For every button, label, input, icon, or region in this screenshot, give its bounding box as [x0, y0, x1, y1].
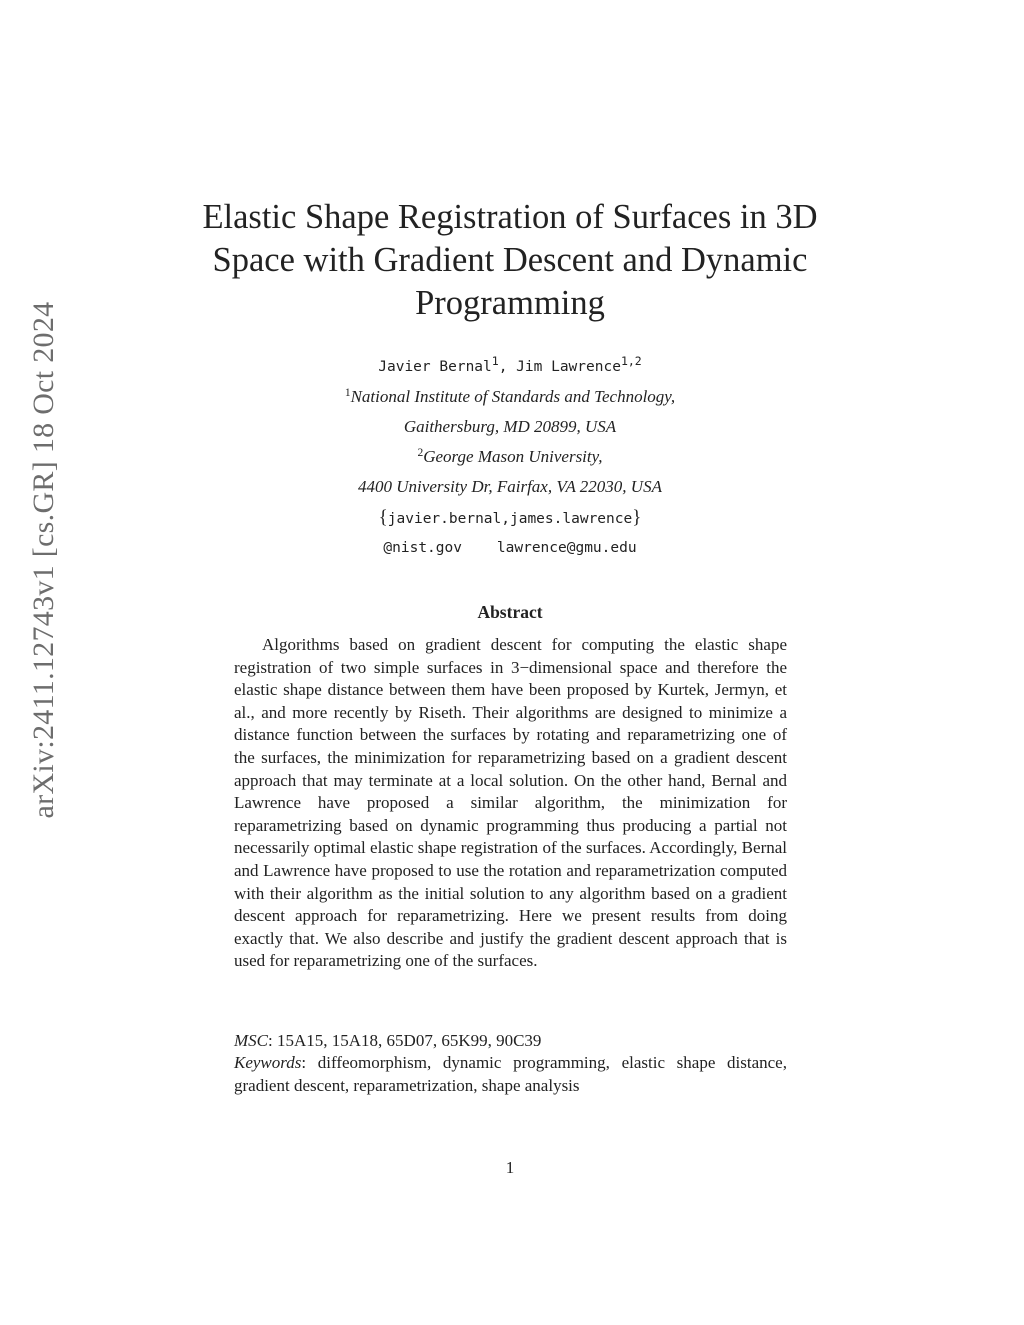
keywords-value: diffeomorphism, dynamic programming, elastic shape distance, gradient descent, reparametrization, shape analysis	[234, 1053, 787, 1095]
author-list: Javier Bernal$^1$, Jim Lawrence$^{1,2}$	[378, 354, 642, 375]
msc-classification: MSC: 15A15, 15A18, 65D07, 65K99, 90C39	[234, 1031, 542, 1050]
email-domains	[200, 536, 820, 560]
title-line: Space with Gradient Descent and Dynamic	[212, 241, 808, 279]
affiliation-2-address: 4400 University Dr, Fairfax, VA 22030, USA	[358, 477, 662, 496]
email-names: {javier.bernal,james.lawrence}	[378, 507, 642, 528]
affiliation-1-name: $^1$National Institute of Standards and Technology,	[344, 387, 676, 406]
affiliation-mark: 1,2	[620, 354, 642, 368]
abstract-text: Algorithms based on gradient descent for computing the elastic shape registration of two simple surfaces in 3−dimensional space and therefore the elastic shape distance between them have been proposed by Kurtek, Jermyn, et al., and more recently by Riseth. Their algorithms are designed to minimize a distance function between the surfaces by rotating and reparametrizing one of the surfaces, the minimization for reparametrizing based on a gradient descent approach that may terminate at a local solution. On the other hand, Bernal and Lawrence have proposed a similar algorithm, the minimization for reparametrizing based on dynamic programming thus producing a partial not necessarily optimal elastic shape registration of the surfaces. Accordingly, Bernal and Lawrence have proposed to use the rotation and reparametrization computed with their algorithm as the initial solution to any algorithm based on a gradient descent approach for reparametrizing. Here we present results from doing exactly that. We also describe and justify the gradient descent approach that is used for reparametrizing one of the surfaces.	[234, 635, 787, 971]
title-line: Elastic Shape Registration of Surfaces in 3D	[202, 198, 818, 236]
email-domain-gmu: lawrence@gmu.edu	[496, 540, 637, 556]
email-domain-nist: @nist.gov	[383, 540, 462, 556]
page-number: 1	[505, 1158, 515, 1177]
author-name: Javier Bernal	[378, 359, 492, 375]
abstract-heading: Abstract	[477, 602, 543, 622]
affiliation-1-address: Gaithersburg, MD 20899, USA	[403, 417, 617, 436]
email-user-list: javier.bernal,james.lawrence	[387, 511, 633, 527]
paper-title	[140, 196, 880, 325]
affiliation-2-name: $^2$George Mason University,	[417, 447, 603, 466]
msc-label: MSC	[234, 1031, 268, 1050]
arxiv-identifier-stamp: arXiv:2411.12743v1 [cs.GR] 18 Oct 2024	[27, 301, 60, 819]
msc-value: 15A15, 15A18, 65D07, 65K99, 90C39	[276, 1031, 542, 1050]
affiliation-mark: 1	[491, 354, 499, 368]
affiliation-mark: 1	[344, 387, 351, 399]
author-name: Jim Lawrence	[516, 359, 621, 375]
title-line: Programming	[415, 284, 605, 322]
affiliation-mark: 2	[417, 447, 424, 459]
keywords-label: Keywords	[234, 1053, 302, 1072]
keywords: Keywords: diffeomorphism, dynamic programming, elastic shape distance, gradient descent, reparametrization, shape analysis	[234, 1053, 787, 1095]
